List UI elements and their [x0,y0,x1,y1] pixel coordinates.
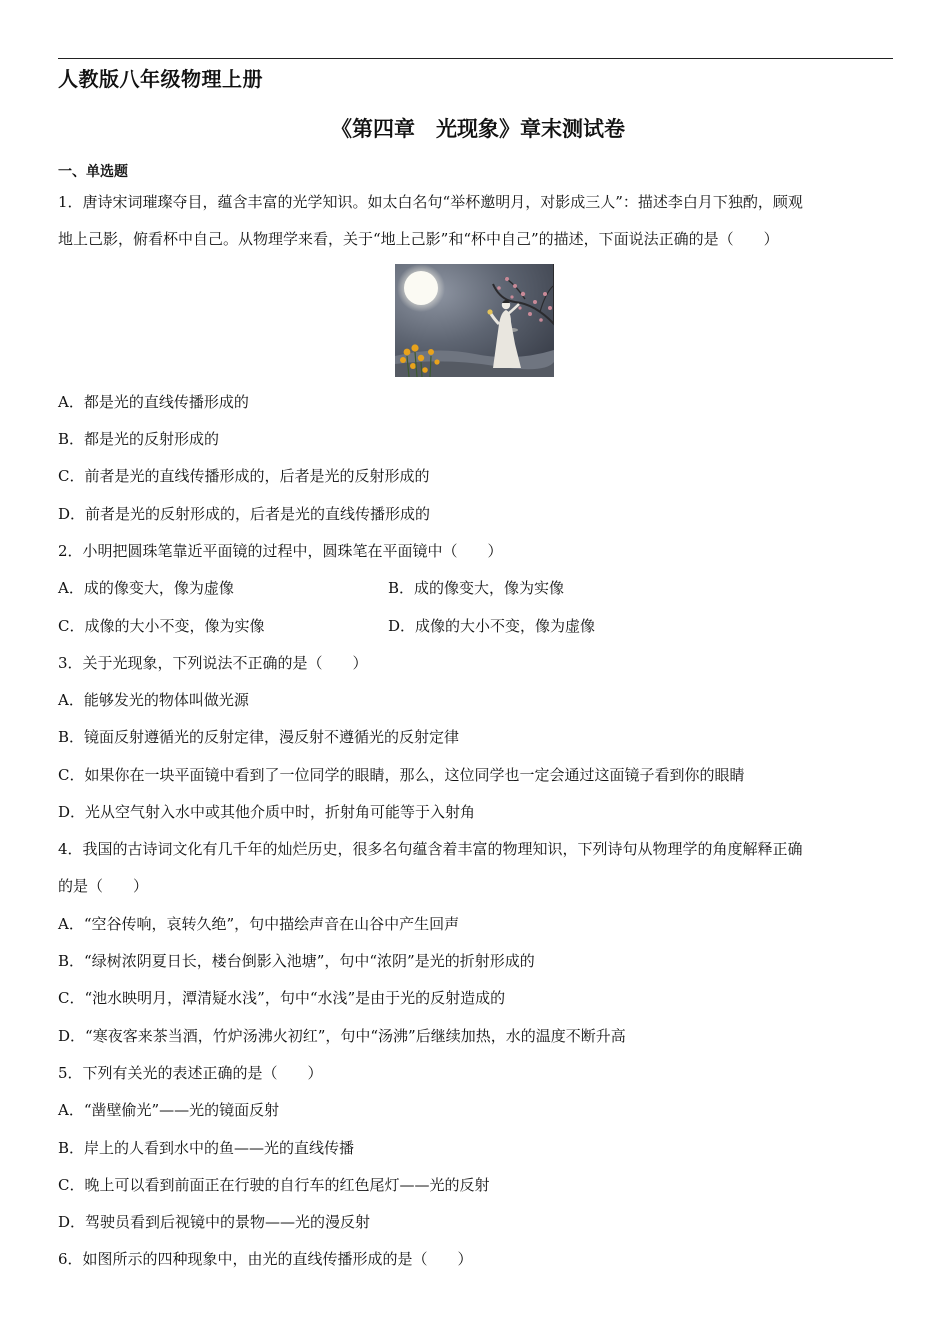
question-1-option-b: B．都是光的反射形成的 [58,430,220,448]
question-4-stem-line-2: 的是（ ） [58,877,149,895]
question-5-option-c: C．晚上可以看到前面正在行驶的自行车的红色尾灯——光的反射 [58,1176,490,1194]
question-5-option-b: B．岸上的人看到水中的鱼——光的直线传播 [58,1139,355,1157]
question-2-option-b: B．成的像变大，像为实像 [388,579,565,597]
moonlit-poet-illustration [395,264,554,377]
question-2-option-a: A．成的像变大，像为虚像 [58,579,234,597]
question-4-option-d: D．“寒夜客来茶当酒，竹炉汤沸火初红”，句中“汤沸”后继续加热，水的温度不断升高 [58,1027,626,1045]
question-1-option-d: D．前者是光的反射形成的，后者是光的直线传播形成的 [58,505,431,523]
question-3-option-d: D．光从空气射入水中或其他介质中时，折射角可能等于入射角 [58,803,476,821]
page-title: 《第四章 光现象》章末测试卷 [331,117,625,141]
question-3-option-c: C．如果你在一块平面镜中看到了一位同学的眼睛，那么，这位同学也一定会通过这面镜子看到你的眼睛 [58,766,745,784]
question-5-option-a: A．“凿壁偷光”——光的镜面反射 [58,1101,280,1119]
question-2-option-c: C．成像的大小不变，像为实像 [58,617,265,635]
question-1-stem-line-1: 1．唐诗宋词璀璨夺目，蕴含丰富的光学知识。如太白名句“举杯邀明月，对影成三人”：描述李白月下独酌，顾观 [58,193,803,211]
question-4-option-a: A．“空谷传响，哀转久绝”，句中描绘声音在山谷中产生回声 [58,915,460,933]
question-1-option-a: A．都是光的直线传播形成的 [58,393,249,411]
question-3-option-b: B．镜面反射遵循光的反射定律，漫反射不遵循光的反射定律 [58,728,460,746]
question-3-stem: 3．关于光现象，下列说法不正确的是（ ） [58,654,368,672]
question-4-stem-line-1: 4．我国的古诗词文化有几千年的灿烂历史，很多名句蕴含着丰富的物理知识，下列诗句从物理学的角度解释正确 [58,840,803,858]
question-6-stem: 6．如图所示的四种现象中，由光的直线传播形成的是（ ） [58,1250,473,1268]
doc-header: 人教版八年级物理上册 [58,67,263,91]
section-title: 一、单选题 [58,164,128,180]
question-1-stem-line-2: 地上己影，俯看杯中自己。从物理学来看，关于“地上己影”和“杯中自己”的描述，下面说法正确的是（ ） [58,230,779,248]
question-4-option-c: C．“池水映明月，潭清疑水浅”，句中“水浅”是由于光的反射造成的 [58,989,506,1007]
question-2-stem: 2．小明把圆珠笔靠近平面镜的过程中，圆珠笔在平面镜中（ ） [58,542,503,560]
header-rule [58,58,893,59]
question-1-option-c: C．前者是光的直线传播形成的，后者是光的反射形成的 [58,467,430,485]
question-3-option-a: A．能够发光的物体叫做光源 [58,691,249,709]
question-4-option-b: B．“绿树浓阴夏日长，楼台倒影入池塘”，句中“浓阴”是光的折射形成的 [58,952,535,970]
question-5-option-d: D．驾驶员看到后视镜中的景物——光的漫反射 [58,1213,371,1231]
question-5-stem: 5．下列有关光的表述正确的是（ ） [58,1064,323,1082]
question-2-option-d: D．成像的大小不变，像为虚像 [388,617,596,635]
